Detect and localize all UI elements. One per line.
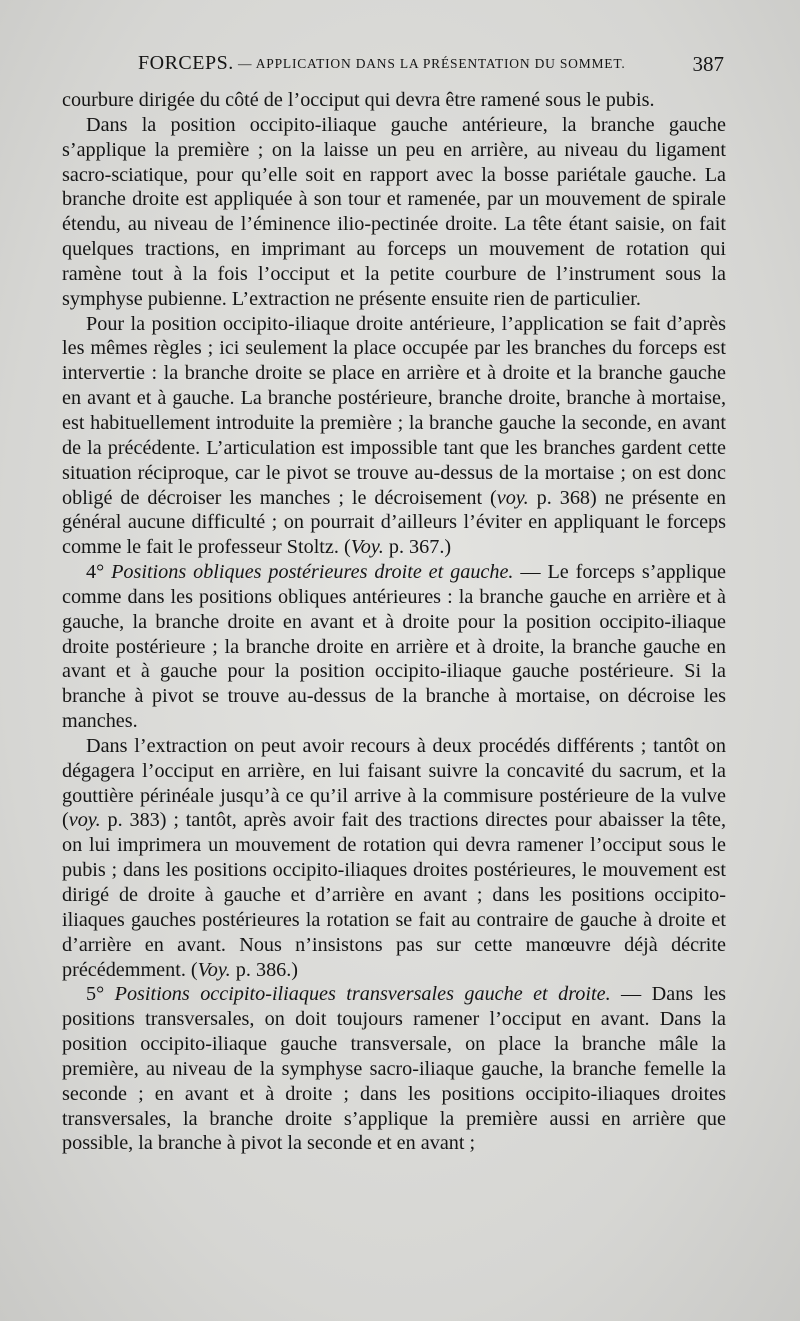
- text-run: 5°: [86, 983, 115, 1006]
- text-run: p. 383) ; tantôt, après avoir fait des tractions directes pour abaisser la tête, on lui imprimera un mouvement de rotation qui devra ramener l’occiput sous le pubis ; dans les positions occipito-iliaques droites postérieures, le mouvement est dirigé de droite à gauche et d’arrière en avant ; dans les positions occipito-iliaques gauches postérieures la rotation se fait au contraire de gauche à droite et d’arrière en avant. Nous n’insistons pas sur cette manœuvre déjà décrite précédemment. (: [62, 809, 726, 981]
- paragraph: [62, 113, 726, 312]
- paragraph: [62, 734, 726, 982]
- text-run: Dans la position occipito-iliaque gauche antérieure, la branche gauche s’applique la première ; on la laisse un peu en arrière, au niveau du ligament sacro-sciatique, pour qu’elle soit en rapport avec la bosse pariétale gauche. La branche droite est appliquée à son tour et ramenée, par un mouvement de spirale étendu, au niveau de l’éminence ilio-pectinée droite. La tête étant saisie, on fait quelques tractions, en imprimant au forceps un mouvement de rotation qui ramène tout à la fois l’occiput et la petite courbure de l’instrument sous la symphyse pubienne. L’extraction ne présente ensuite rien de particulier.: [62, 113, 726, 310]
- paragraph: [62, 982, 726, 1156]
- text-run: 4°: [86, 561, 112, 584]
- italic-text: Voy.: [197, 958, 231, 981]
- text-run: Pour la position occipito-iliaque droite antérieure, l’application se fait d’après les mêmes règles ; ici seulement la place occupée par les branches du forceps est intervertie : la branche droite se place en arrière et à droite et la branche gauche en avant et à gauche. La branche postérieure, branche droite, branche à mortaise, est habituellement introduite la première ; la branche gauche la seconde, en avant de la précédente. L’articulation est impossible tant que les branches gardent cette situation réciproque, car le pivot se trouve au-dessus de la mortaise ; on est donc obligé de décroiser les manches ; le décroisement (: [62, 312, 726, 509]
- italic-text: Positions occipito-iliaques transversales gauche et droite.: [114, 983, 611, 1006]
- body-text: [62, 88, 726, 1156]
- header-subtitle: — APPLICATION DANS LA PRÉSENTATION DU SOMMET.: [238, 56, 626, 71]
- italic-text: voy.: [68, 809, 101, 832]
- italic-text: Positions obliques postérieures droite et gauche.: [111, 561, 514, 584]
- page-number: 387: [692, 52, 724, 76]
- text-run: — Le forceps s’applique comme dans les positions obliques antérieures : la branche gauche en arrière et à gauche, la branche droite en avant et à droite pour la position occipito-iliaque droite postérieure ; la branche droite en arrière et à droite, la branche gauche en avant et à gauche pour la position occipito-iliaque gauche postérieure. Si la branche à pivot se trouve au-dessus de la branche à mortaise, on décroise les manches.: [62, 561, 727, 733]
- paragraph: [62, 312, 726, 560]
- italic-text: Voy.: [350, 536, 384, 559]
- italic-text: voy.: [496, 486, 529, 509]
- text-run: p. 386.): [230, 958, 299, 981]
- paragraph: [62, 560, 726, 734]
- paragraph: [62, 88, 726, 113]
- text-run: — Dans les positions transversales, on doit toujours ramener l’occiput en avant. Dans la position occipito-iliaque gauche transversale, on place la branche mâle la première, au niveau de la symphyse sacro-iliaque gauche, la branche femelle la seconde ; en avant et à droite ; dans les positions occipito-iliaques droites transversales, la branche droite s’applique la première aussi en arrière que possible, la branche à pivot la seconde et en avant ;: [62, 983, 727, 1155]
- text-run: p. 368) ne présente en général aucune difficulté ; on pourrait d’ailleurs l’éviter en appliquant le forceps comme le fait le professeur Stoltz. (: [62, 486, 726, 559]
- running-header: [62, 52, 726, 78]
- text-run: Dans l’extraction on peut avoir recours à deux procédés différents ; tantôt on dégagera l’occiput en arrière, en lui faisant suivre la concavité du sacrum, et la gouttière périnéale jusqu’à ce qu’il arrive à la commisure postérieure de la vulve (: [62, 734, 726, 832]
- header-title: FORCEPS.: [138, 52, 234, 74]
- text-run: courbure dirigée du côté de l’occiput qui devra être ramené sous le pubis.: [62, 89, 655, 111]
- text-run: p. 367.): [383, 536, 452, 559]
